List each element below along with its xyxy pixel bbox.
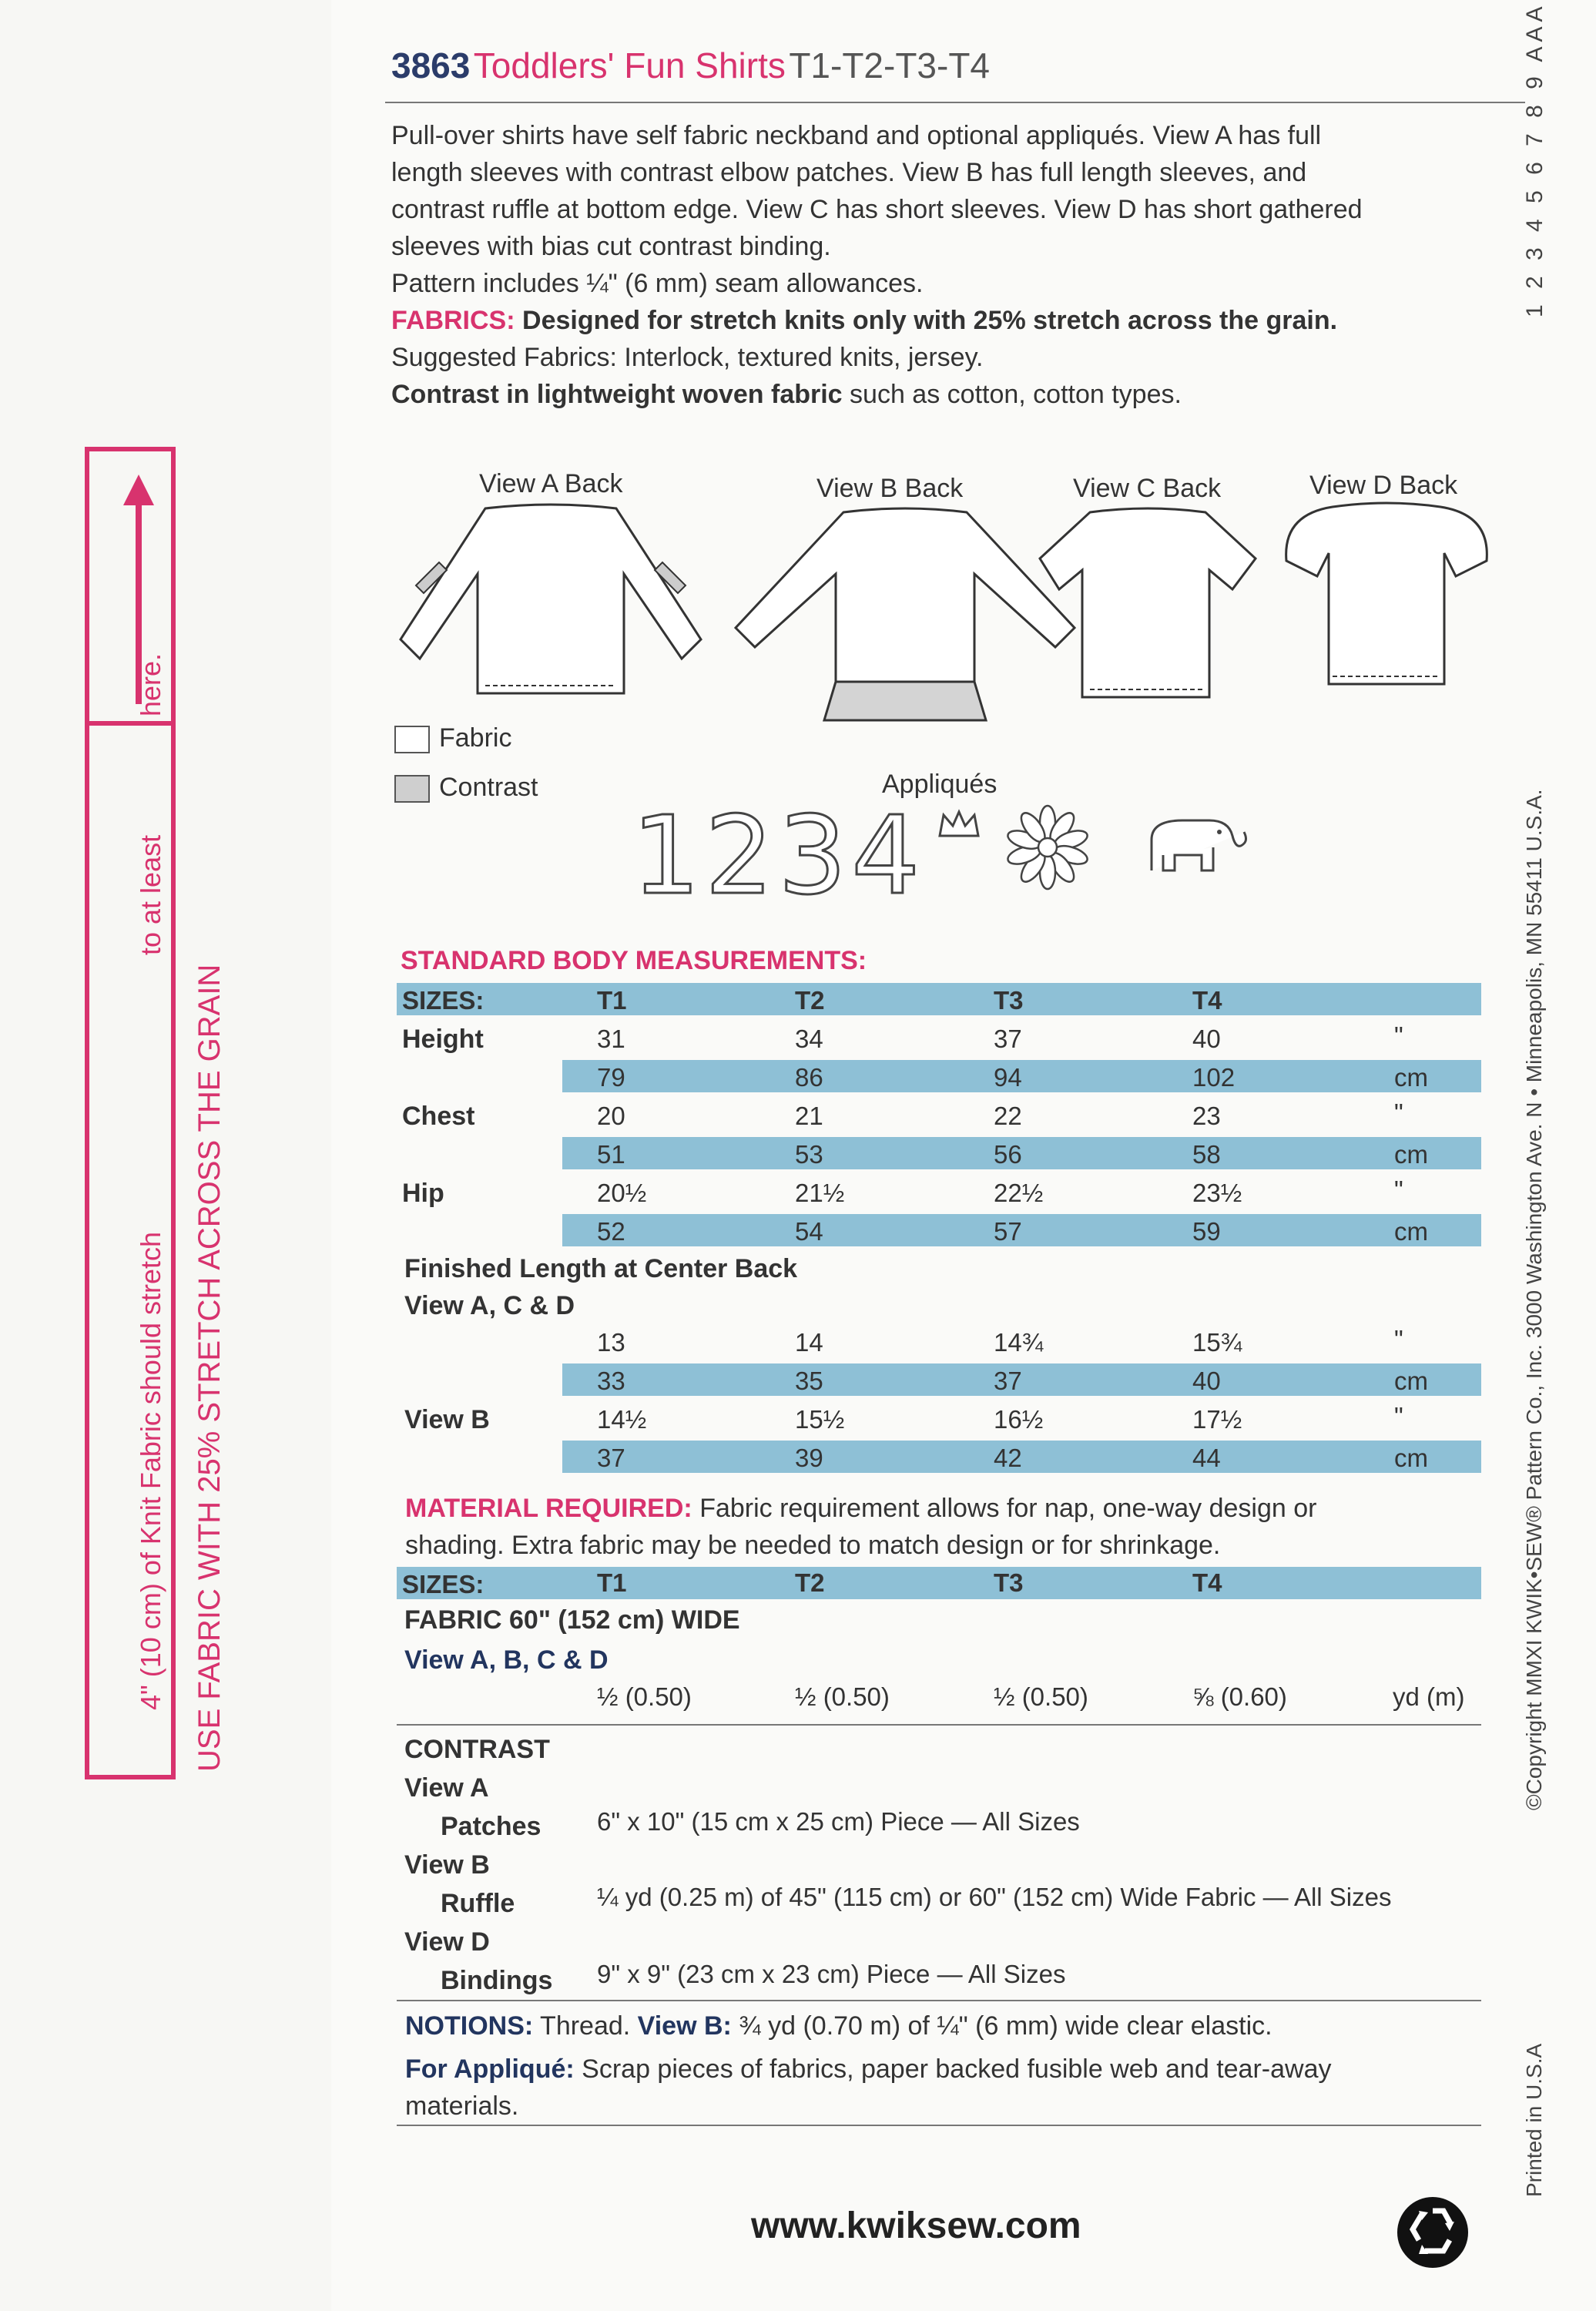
- unit-cm: cm: [1394, 1444, 1428, 1472]
- contrast-legend: Contrast: [439, 773, 538, 802]
- size-t3: T3: [994, 986, 1024, 1015]
- unit-inch: ": [1394, 1098, 1403, 1127]
- table-cell: 59: [1192, 1217, 1221, 1246]
- pattern-number: 3863: [391, 45, 471, 86]
- applique-digits: 1234: [632, 793, 925, 919]
- table-cell: 44: [1192, 1444, 1221, 1472]
- contrast-view-d: View D: [404, 1927, 490, 1957]
- material-views-label: View A, B, C & D: [404, 1645, 609, 1675]
- description-line: contrast ruffle at bottom edge. View C has short sleeves. View D has short gathered: [391, 195, 1363, 224]
- size-t2: T2: [795, 1568, 825, 1597]
- contrast-ruffle-text: ¼ yd (0.25 m) of 45" (115 cm) or 60" (152 cm) Wide Fabric — All Sizes: [597, 1883, 1392, 1911]
- crown-icon: [936, 809, 982, 840]
- description-line: sleeves with bias cut contrast binding.: [391, 232, 831, 261]
- table-cell: 51: [597, 1140, 625, 1169]
- description-line: length sleeves with contrast elbow patches. View B has full length sleeves, and: [391, 158, 1307, 187]
- material-unit: yd (m): [1393, 1682, 1465, 1711]
- table-cell: 58: [1192, 1140, 1221, 1169]
- recycle-icon: [1396, 2195, 1470, 2269]
- seam-allowance: Pattern includes ¼" (6 mm) seam allowances.: [391, 269, 924, 298]
- table-cell: 53: [795, 1140, 823, 1169]
- sizes-label: SIZES:: [402, 986, 484, 1015]
- gauge-stretch-text: 4" (10 cm) of Knit Fabric should stretch: [135, 1231, 166, 1710]
- view-acd-label: View A, C & D: [404, 1291, 575, 1320]
- applique-label: For Appliqué:: [405, 2054, 575, 2084]
- envelope-flap: [0, 0, 364, 2311]
- view-b-row-label: View B: [404, 1405, 490, 1434]
- table-cell: 37: [994, 1367, 1022, 1395]
- gauge-here-text: here.: [135, 652, 166, 716]
- contrast-fabric-bold: Contrast in lightweight woven fabric: [391, 380, 843, 409]
- table-cell: 37: [597, 1444, 625, 1472]
- table-cell: 14: [795, 1328, 823, 1357]
- unit-inch: ": [1394, 1402, 1403, 1431]
- size-t4: T4: [1192, 986, 1222, 1015]
- suggested-fabrics: Suggested Fabrics: Interlock, textured knits, jersey.: [391, 343, 984, 372]
- notions-rule: [397, 2125, 1481, 2126]
- table-cell: 23: [1192, 1102, 1221, 1130]
- gauge-divider: [89, 721, 171, 726]
- view-d-label: View D Back: [1309, 471, 1458, 500]
- table-cell: 86: [795, 1063, 823, 1092]
- table-cell: 13: [597, 1328, 625, 1357]
- pattern-name: Toddlers' Fun Shirts: [473, 45, 786, 86]
- material-rule: [397, 1724, 1481, 1726]
- sizes-header-band: [397, 983, 1481, 1015]
- table-cell: 31: [597, 1025, 625, 1053]
- table-cell: 40: [1192, 1025, 1221, 1053]
- table-cell: 14½: [597, 1405, 647, 1434]
- description: [391, 117, 1493, 413]
- contrast-swatch: [394, 775, 430, 803]
- view-b-shirt: [728, 505, 1082, 728]
- size-t2: T2: [795, 986, 825, 1015]
- contrast-patches-text: 6" x 10" (15 cm x 25 cm) Piece — All Sizes: [597, 1807, 1080, 1836]
- table-cell: 37: [994, 1025, 1022, 1053]
- notions-view-b: View B:: [637, 2011, 732, 2041]
- contrast-title: CONTRAST: [404, 1735, 550, 1764]
- table-cell: 17½: [1192, 1405, 1242, 1434]
- view-d-shirt: [1279, 499, 1494, 692]
- measurements-title: STANDARD BODY MEASUREMENTS:: [401, 946, 867, 975]
- table-cell: 57: [994, 1217, 1022, 1246]
- view-c-shirt: [1036, 505, 1259, 705]
- notions-label: NOTIONS:: [405, 2011, 534, 2041]
- table-cell: 21½: [795, 1179, 845, 1207]
- table-cell: 16½: [994, 1405, 1044, 1434]
- material-required: [405, 1490, 1484, 1564]
- applique-text: Scrap pieces of fabrics, paper backed fusible web and tear-away: [574, 2054, 1332, 2084]
- unit-inch: ": [1394, 1325, 1403, 1353]
- table-cell: ½ (0.50): [795, 1682, 890, 1711]
- table-cell: 33: [597, 1367, 625, 1395]
- table-cell: 22½: [994, 1179, 1044, 1207]
- size-t4: T4: [1192, 1568, 1222, 1597]
- table-cell: 14¾: [994, 1328, 1044, 1357]
- table-cell: 21: [795, 1102, 823, 1130]
- appliques-label: Appliqués: [882, 770, 998, 799]
- fabric-legend: Fabric: [439, 723, 512, 753]
- table-cell: 23½: [1192, 1179, 1242, 1207]
- contrast-view-b: View B: [404, 1850, 490, 1880]
- table-cell: 20: [597, 1102, 625, 1130]
- size-t3: T3: [994, 1568, 1024, 1597]
- table-cell: 20½: [597, 1179, 647, 1207]
- contrast-patches: Patches: [441, 1812, 542, 1841]
- material-sizes-band: [397, 1567, 1481, 1599]
- description-line: Pull-over shirts have self fabric neckband and optional appliqués. View A has full: [391, 121, 1322, 150]
- gauge-at-least-text: to at least: [135, 834, 166, 955]
- table-cell: ⅝ (0.60): [1192, 1682, 1287, 1711]
- notions: [405, 2007, 1484, 2125]
- contrast-fabric-line: [391, 376, 1493, 413]
- unit-inch: ": [1394, 1021, 1403, 1050]
- contrast-fabric-rest: such as cotton, cotton types.: [842, 380, 1182, 409]
- view-c-label: View C Back: [1073, 474, 1222, 503]
- fabrics-text: Designed for stretch knits only with 25% stretch across the grain.: [522, 306, 1338, 335]
- material-label: MATERIAL REQUIRED:: [405, 1494, 692, 1523]
- printed-in: Printed in U.S.A: [1522, 2043, 1546, 2197]
- table-cell: 40: [1192, 1367, 1221, 1395]
- view-a-label: View A Back: [479, 469, 623, 498]
- material-text-1: Fabric requirement allows for nap, one-way design or: [699, 1494, 1317, 1523]
- size-t1: T1: [597, 1568, 627, 1597]
- contrast-ruffle: Ruffle: [441, 1889, 515, 1918]
- arrow-up-icon: [123, 475, 154, 505]
- chest-label: Chest: [402, 1102, 475, 1131]
- height-label: Height: [402, 1025, 484, 1054]
- applique-text-2: materials.: [405, 2091, 519, 2121]
- contrast-bindings: Bindings: [441, 1966, 553, 1995]
- view-a-shirt: [385, 501, 716, 701]
- website-url: www.kwiksew.com: [751, 2205, 1081, 2246]
- hip-label: Hip: [402, 1179, 444, 1208]
- pattern-sizes: T1-T2-T3-T4: [789, 45, 990, 86]
- material-sizes-label: SIZES:: [402, 1570, 484, 1598]
- grain-instruction: USE FABRIC WITH 25% STRETCH ACROSS THE GRAIN: [193, 964, 226, 1772]
- fabric-swatch: [394, 726, 430, 753]
- header-rule: [385, 102, 1525, 103]
- notions-text-2: ¾ yd (0.70 m) of ¼" (6 mm) wide clear elastic.: [731, 2011, 1272, 2041]
- table-cell: 79: [597, 1063, 625, 1092]
- table-cell: 22: [994, 1102, 1022, 1130]
- table-cell: 15½: [795, 1405, 845, 1434]
- copyright: ©Copyright MMXI KWIK•SEW® Pattern Co., Inc. 3000 Washington Ave. N • Minneapolis, MN 55411 U.S.A.: [1522, 789, 1546, 1810]
- table-cell: 35: [795, 1367, 823, 1395]
- table-cell: 94: [994, 1063, 1022, 1092]
- table-cell: 42: [994, 1444, 1022, 1472]
- material-text-2: shading. Extra fabric may be needed to match design or for shrinkage.: [405, 1531, 1221, 1560]
- table-cell: 34: [795, 1025, 823, 1053]
- notions-text-1: Thread.: [533, 2011, 638, 2041]
- unit-cm: cm: [1394, 1063, 1428, 1092]
- unit-cm: cm: [1394, 1217, 1428, 1246]
- fabrics-line: [391, 302, 1493, 339]
- table-cell: ½ (0.50): [994, 1682, 1088, 1711]
- table-cell: 56: [994, 1140, 1022, 1169]
- contrast-view-a: View A: [404, 1773, 489, 1803]
- unit-cm: cm: [1394, 1367, 1428, 1395]
- pattern-title: [391, 45, 990, 86]
- table-cell: 54: [795, 1217, 823, 1246]
- flower-icon: [1005, 801, 1090, 894]
- print-codes: 1 2 3 4 5 6 7 8 9 AAA: [1522, 2, 1547, 317]
- view-b-label: View B Back: [816, 474, 964, 503]
- fabric-wide-label: FABRIC 60" (152 cm) WIDE: [404, 1605, 740, 1635]
- unit-cm: cm: [1394, 1140, 1428, 1169]
- contrast-bindings-text: 9" x 9" (23 cm x 23 cm) Piece — All Sizes: [597, 1960, 1066, 1988]
- table-cell: 102: [1192, 1063, 1236, 1092]
- fabrics-label: FABRICS:: [391, 306, 515, 335]
- size-t1: T1: [597, 986, 627, 1015]
- table-cell: 39: [795, 1444, 823, 1472]
- table-cell: 52: [597, 1217, 625, 1246]
- contrast-rule: [397, 2000, 1481, 2001]
- elephant-icon: [1136, 809, 1252, 882]
- finished-length-label: Finished Length at Center Back: [404, 1254, 798, 1283]
- table-cell: 15¾: [1192, 1328, 1242, 1357]
- unit-inch: ": [1394, 1176, 1403, 1204]
- table-cell: ½ (0.50): [597, 1682, 692, 1711]
